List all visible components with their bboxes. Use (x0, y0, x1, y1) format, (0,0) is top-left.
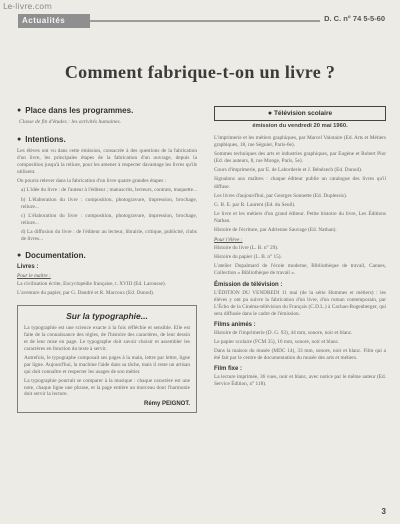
reference-item: G. B. E. par R. Laurent (Ed. du Seuil). (214, 201, 296, 208)
reference-item: Signalons aux maîtres : chaque éditeur publie un catalogue des livres qu'il diffuse. (214, 176, 386, 190)
intentions-item: d) La diffusion du livre : de l'éditeur au lecteur, librairie, critique, publicité, clubs de livres... (21, 228, 197, 243)
box-paragraph: Autrefois, le typographe composait ses pages à la main, lettre par lettre, ligne par ligne. Aujourd'hui, la machine l'aide dans sa tâche, mais il reste un artisan qui doit connaître et respecter les usages de son métier. (24, 354, 190, 375)
films-label: Films animés : (214, 321, 256, 328)
watermark: Le-livre.com (3, 2, 52, 11)
heading-text: Intentions. (25, 135, 66, 144)
film-item: Dans la maison du musée (MDC 14), 33 mm, sonore, noir et blanc. Film qui a été fait par le centre de documentation du musée des arts et métiers. (214, 348, 386, 362)
eleve-item: Histoire du livre (L. B. n° 29). (214, 245, 279, 252)
place-subtitle: Classe de fin d'études : les activités humaines. (19, 119, 121, 125)
reference-item: Le livre et les métiers d'un grand éditeur. Petite histoire du livre, Les Éditions Nathan. (214, 210, 386, 224)
intentions-item: a) L'idée du livre : de l'auteur à l'éditeur ; manuscrits, lecteurs, contrats, maquette... (21, 187, 197, 194)
reference-item: Sommes techniques des arts et industries graphiques, par Eugène et Robert Pior (Ed. des auteurs, 8, rue Monge, Paris, 5e). (214, 151, 386, 165)
box-paragraph: La typographie est une science exacte à la fois réfléchie et sensible. Elle est faite de la connaissance des règles, de l'histoire des caractères, de leur dessin et de leur mise en page. Le typographe doit savoir choisir et assembler les caractères en fonction du texte à servir. (24, 325, 190, 353)
right-column (214, 106, 386, 390)
pour-eleve-label: Pour l'élève : (214, 237, 243, 244)
emission-text: L'ÉDITION DU VENDREDI 11 mai (de la série Hommes et métiers) : les élèves y ont pu suivre la fabrication d'un livre, d'un roman contemporain, par L'Écho de la Cinéma-télévision du Français (C.D.L.) à Cachan-Bogenberger, qui sera diffusée dans le cadre de l'émission. (214, 289, 386, 317)
bullet-icon: ● (267, 110, 273, 117)
box-paragraph: La typographie pourrait se comparer à la musique : chaque caractère est une note, chaque ligne une phrase, et la page entière un morceau dont l'harmonie doit servir la lecture. (24, 377, 190, 398)
tv-date: émission du vendredi 20 mai 1960. (252, 123, 348, 129)
documentation-item: L'aventure du papier, par G. Dandré et R. Marcoux (Ed. Dunod). (17, 290, 155, 297)
film-fixe-text: La lecture imprimée, 36 vues, noir et blanc, avec notice par le même auteur (Ed. Service Édition, n° 118). (214, 374, 386, 388)
left-column (17, 106, 197, 413)
reference-item: Histoire de l'écriture, par Adrienne Sauvage (Ed. Nathan). (214, 227, 337, 234)
documentation-item: La civilisation écrite, Encyclopédie française, t. XVIII (Ed. Larousse). (17, 281, 166, 288)
box-signature: Rémy PEIGNOT. (143, 401, 190, 408)
box-title: Sur la typographie... (66, 311, 148, 322)
heading-text: Documentation. (25, 251, 86, 261)
section-heading-place (17, 106, 197, 115)
section-heading-documentation (17, 251, 197, 260)
livres-label: Livres : (17, 264, 39, 271)
bullet-icon: ● (17, 107, 22, 114)
intentions-paragraph: On pourra relever dans la fabrication d'un livre quatre grandes étapes : (17, 178, 167, 185)
emission-label: Émission de télévision : (214, 281, 283, 288)
eleve-item: L'atelier Dopalmard de l'école moderne, Bibliothèque de travail, Cannes, Collection « Bibliothèque de travail ». (214, 263, 386, 277)
heading-text: Place dans les programmes. (25, 106, 134, 115)
tv-title-text: Télévision scolaire (273, 110, 333, 117)
bullet-icon: ● (17, 136, 22, 143)
tv-banner (214, 106, 386, 121)
intentions-item: b) L'élaboration du livre : composition, photogravure, impression, brochage, reliure... (21, 196, 197, 210)
film-item: Histoire de l'imprimerie (D. G. 93), 44 mm, sonore, noir et blanc. (214, 329, 353, 336)
intentions-paragraph: Les élèves ont vu dans cette émission, consacrée à des questions de la fabrication d'un livre, les principales étapes de la fabrication d'un ouvrage, depuis la composition jusqu'à la reliure, pour les amener à respecter davantage les livres qu'ils utilisent. (17, 148, 197, 176)
film-item: Le papier scolaire (FCM 35), 16 mm, sonore, noir et blanc. (214, 338, 340, 345)
tv-title (221, 110, 379, 117)
reference-item: Cours d'imprimerie, par E. de Laborderie et J. Bénézech (Ed. Dunod). (214, 167, 363, 174)
section-heading-intentions (17, 135, 197, 144)
pour-maitre-label: Pour le maître : (17, 273, 51, 280)
issue-reference: D. C. n° 74 5-5-60 (320, 14, 385, 23)
film-fixe-label: Film fixe : (214, 366, 243, 373)
reference-item: Les livres d'aujourd'hui, par Georges Sonnette (Ed. Duplessis). (214, 192, 348, 199)
eleve-item: Histoire du papier (L. B. n° 15). (214, 254, 282, 261)
page-title: Comment fabrique-t-on un livre ? (64, 62, 336, 82)
reference-item: L'imprimerie et les métiers graphiques, par Marcel Valotaire (Ed. Arts et Métiers graphiques, 18, rue Séguier, Paris-6e). (214, 135, 386, 149)
bullet-icon: ● (17, 252, 22, 260)
section-tab: Actualités (18, 14, 90, 28)
page-number: 3 (381, 507, 386, 516)
typography-box (17, 305, 197, 413)
intentions-item: c) L'élaboration du livre : composition, photogravure, impression, brochage, reliure... (21, 212, 197, 226)
